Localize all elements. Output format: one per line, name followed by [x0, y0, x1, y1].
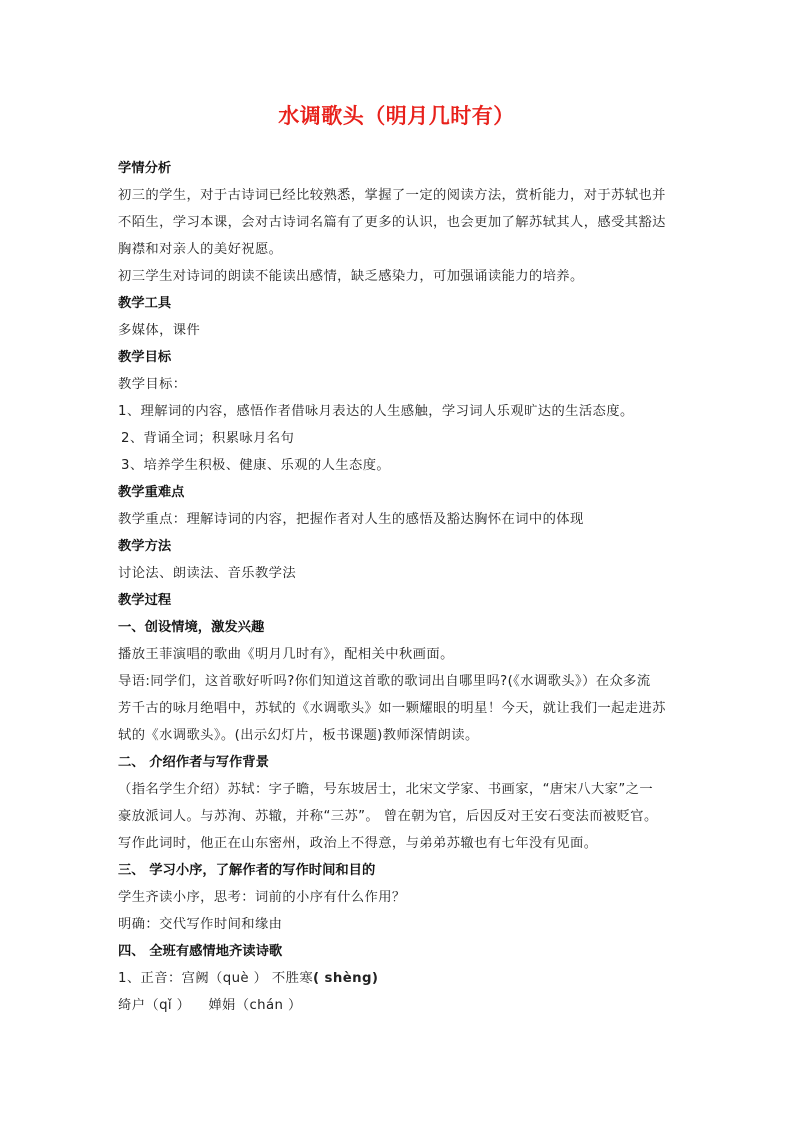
paragraph-line: 1、理解词的内容，感悟作者借咏月表达的人生感触，学习词人乐观旷达的生活态度。 [118, 404, 634, 419]
section-heading-fangfa: 教学方法 [118, 539, 172, 554]
pronunciation-text: 绮户（qǐ ） [118, 998, 191, 1013]
step-heading-2: 二、 介绍作者与写作背景 [118, 755, 269, 770]
paragraph-line: 教学重点：理解诗词的内容，把握作者对人生的感悟及豁达胸怀在词中的体现 [118, 512, 584, 527]
paragraph-line: 学生齐读小序，思考：词前的小序有什么作用？ [118, 890, 406, 905]
paragraph-line: 3、培养学生积极、健康、乐观的人生态度。 [121, 458, 391, 473]
paragraph-line: 明确：交代写作时间和缘由 [118, 917, 283, 932]
paragraph-line: 播放王菲演唱的歌曲《明月几时有》，配相关中秋画面。 [118, 647, 454, 662]
paragraph-line: 导语:同学们，这首歌好听吗?你们知道这首歌的歌词出自哪里吗?(《水调歌头》）在众多流 [118, 674, 651, 689]
section-heading-guocheng: 教学过程 [118, 593, 172, 608]
document-body [118, 155, 678, 1019]
section-heading-mubiao: 教学目标 [118, 350, 172, 365]
paragraph-line: 写作此词时，他正在山东密州，政治上不得意，与弟弟苏辙也有七年没有见面。 [118, 836, 598, 851]
paragraph-line: 教学目标： [118, 377, 187, 392]
step-heading-4: 四、 全班有感情地齐读诗歌 [118, 944, 283, 959]
step-heading-3: 三、 学习小序，了解作者的写作时间和目的 [118, 863, 376, 878]
step-heading-1: 一、创设情境，激发兴趣 [118, 620, 265, 635]
document-title: 水调歌头（明月几时有） [278, 104, 515, 128]
pronunciation-text: 婵娟（chán ） [208, 998, 302, 1013]
section-heading-xueqing: 学情分析 [118, 161, 172, 176]
section-heading-gongju: 教学工具 [118, 296, 172, 311]
paragraph-line: （指名学生介绍）苏轼：字子瞻，号东坡居士，北宋文学家、书画家，“唐宋八大家”之一 [118, 782, 654, 797]
pronunciation-line-1 [118, 965, 678, 992]
paragraph-line: 多媒体，课件 [118, 323, 201, 338]
paragraph-line: 初三学生对诗词的朗读不能读出感情，缺乏感染力，可加强诵读能力的培养。 [118, 269, 584, 284]
pronunciation-bold: ( shèng) [313, 971, 379, 986]
paragraph-line: 讨论法、朗读法、音乐教学法 [118, 566, 297, 581]
paragraph-line: 不陌生，学习本课，会对古诗词名篇有了更多的认识，也会更加了解苏轼其人，感受其豁达 [118, 215, 666, 230]
pronunciation-line-2 [118, 992, 678, 1019]
paragraph-line: 轼的《水调歌头》。(出示幻灯片，板书课题)教师深情朗读。 [118, 728, 479, 743]
paragraph-line: 2、背诵全词；积累咏月名句 [121, 431, 295, 446]
pronunciation-text: 1、正音：宫阙（què ） 不胜寒 [118, 971, 314, 986]
paragraph-line: 豪放派词人。与苏洵、苏辙，并称“三苏”。 曾在朝为官，后因反对王安石变法而被贬官。 [118, 809, 658, 824]
paragraph-line: 芳千古的咏月绝唱中，苏轼的《水调歌头》如一颗耀眼的明星！今天，就让我们一起走进苏 [118, 701, 666, 716]
paragraph-line: 胸襟和对亲人的美好祝愿。 [118, 242, 283, 257]
section-heading-zhongnan: 教学重难点 [118, 485, 185, 500]
paragraph-line: 初三的学生，对于古诗词已经比较熟悉，掌握了一定的阅读方法，赏析能力，对于苏轼也并 [118, 188, 666, 203]
